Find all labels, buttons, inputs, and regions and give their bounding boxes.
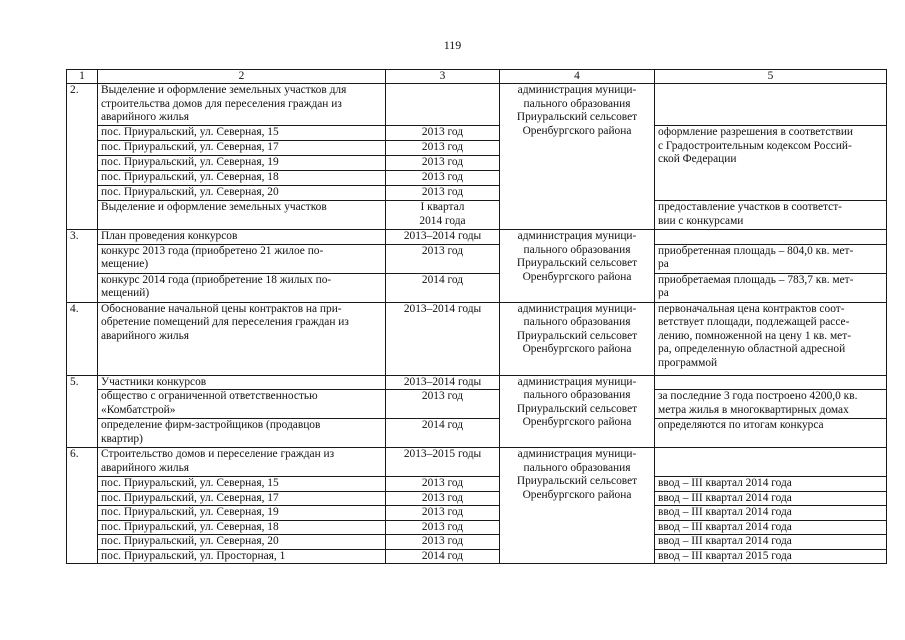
section-title: Обоснование начальной цены контрактов на при- обретение помещений для переселения граждан из аварийного жилья (98, 302, 386, 375)
year-cell: 2013 год (386, 186, 500, 201)
note-cell (655, 448, 887, 477)
note-cell: ввод – III квартал 2014 года (655, 535, 887, 550)
table-row (67, 302, 887, 375)
plan-table (66, 69, 887, 564)
year-cell: 2013 год (386, 535, 500, 550)
address-cell: пос. Приуральский, ул. Северная, 15 (98, 126, 386, 141)
header-cell-5: 5 (655, 70, 887, 84)
header-cell-3: 3 (386, 70, 500, 84)
table-row (67, 506, 887, 521)
header-cell-1: 1 (67, 70, 98, 84)
note-cell: оформление разрешения в соответствии с Градостроительным кодексом Россий- ской Федерации (655, 126, 887, 201)
executor-cell: администрация муници- пального образования Приуральский сельсовет Оренбургского района (500, 230, 655, 303)
note-cell: за последние 3 года построено 4200,0 кв. метра жилья в многоквартирных домах (655, 390, 887, 419)
year-cell: 2013 год (386, 156, 500, 171)
year-cell: 2013 год (386, 506, 500, 521)
table-row (67, 84, 887, 126)
header-cell-2: 2 (98, 70, 386, 84)
table-row (67, 535, 887, 550)
note-cell: первоначальная цена контрактов соот- ветствует площади, подлежащей рассе- лению, помноженной на цену 1 кв. мет- ра, определенную областной адресной программой (655, 302, 887, 375)
table-row (67, 390, 887, 419)
note-cell: ввод – III квартал 2014 года (655, 477, 887, 492)
table-row (67, 419, 887, 448)
note-cell (655, 375, 887, 390)
item-cell: конкурс 2014 года (приобретение 18 жилых по- мещений) (98, 273, 386, 302)
executor-cell: администрация муници- пального образования Приуральский сельсовет Оренбургского района (500, 84, 655, 230)
note-cell: определяются по итогам конкурса (655, 419, 887, 448)
table-row (67, 549, 887, 564)
section-number: 5. (67, 375, 98, 448)
table-row (67, 244, 887, 273)
note-cell: ввод – III квартал 2014 года (655, 506, 887, 521)
year-cell: 2013 год (386, 171, 500, 186)
address-cell: пос. Приуральский, ул. Северная, 18 (98, 520, 386, 535)
address-cell: пос. Приуральский, ул. Просторная, 1 (98, 549, 386, 564)
address-cell: пос. Приуральский, ул. Северная, 15 (98, 477, 386, 492)
header-cell-4: 4 (500, 70, 655, 84)
table-header-row (67, 70, 887, 84)
table-row (67, 273, 887, 302)
year-cell: 2013 год (386, 126, 500, 141)
year-cell: 2013 год (386, 244, 500, 273)
section-title: План проведения конкурсов (98, 230, 386, 245)
year-cell: 2014 год (386, 419, 500, 448)
year-cell: 2014 год (386, 273, 500, 302)
executor-cell: администрация муници- пального образования Приуральский сельсовет Оренбургского района (500, 302, 655, 375)
section-title: Участники конкурсов (98, 375, 386, 390)
note-cell: приобретаемая площадь – 783,7 кв. мет- ра (655, 273, 887, 302)
item-cell: определение фирм-застройщиков (продавцов квартир) (98, 419, 386, 448)
note-cell: ввод – III квартал 2015 года (655, 549, 887, 564)
note-cell (655, 84, 887, 126)
address-cell: пос. Приуральский, ул. Северная, 18 (98, 171, 386, 186)
year-cell: 2014 год (386, 549, 500, 564)
note-cell (655, 230, 887, 245)
term-cell: 2013–2014 годы (386, 302, 500, 375)
table-row (67, 448, 887, 477)
year-cell: 2013 год (386, 141, 500, 156)
section-number: 2. (67, 84, 98, 230)
address-cell: пос. Приуральский, ул. Северная, 17 (98, 141, 386, 156)
executor-cell: администрация муници- пального образования Приуральский сельсовет Оренбургского района (500, 448, 655, 564)
section-number: 6. (67, 448, 98, 564)
year-cell: 2013 год (386, 491, 500, 506)
address-cell: пос. Приуральский, ул. Северная, 17 (98, 491, 386, 506)
note-cell: ввод – III квартал 2014 года (655, 491, 887, 506)
term-cell: 2013–2015 годы (386, 448, 500, 477)
address-cell: пос. Приуральский, ул. Северная, 19 (98, 506, 386, 521)
year-cell: 2013 год (386, 520, 500, 535)
item-cell: конкурс 2013 года (приобретено 21 жилое по- мещение) (98, 244, 386, 273)
note-cell: предоставление участков в соответст- вии с конкурсами (655, 201, 887, 230)
section-title: Строительство домов и переселение граждан из аварийного жилья (98, 448, 386, 477)
table-row (67, 201, 887, 230)
term-cell: 2013–2014 годы (386, 375, 500, 390)
item-cell: общество с ограниченной ответственностью «Комбатстрой» (98, 390, 386, 419)
address-cell: Выделение и оформление земельных участков (98, 201, 386, 230)
page-number: 119 (443, 38, 462, 52)
section-number: 3. (67, 230, 98, 303)
table-row (67, 520, 887, 535)
term-cell: 2013–2014 годы (386, 230, 500, 245)
address-cell: пос. Приуральский, ул. Северная, 19 (98, 156, 386, 171)
year-cell: 2013 год (386, 477, 500, 492)
address-cell: пос. Приуральский, ул. Северная, 20 (98, 186, 386, 201)
address-cell: пос. Приуральский, ул. Северная, 20 (98, 535, 386, 550)
section-title: Выделение и оформление земельных участков для строительства домов для переселения граждан из аварийного жилья (98, 84, 386, 126)
note-cell: ввод – III квартал 2014 года (655, 520, 887, 535)
table-row (67, 375, 887, 390)
note-cell: приобретенная площадь – 804,0 кв. мет- ра (655, 244, 887, 273)
section-number: 4. (67, 302, 98, 375)
table-row (67, 230, 887, 245)
executor-cell: администрация муници- пального образования Приуральский сельсовет Оренбургского района (500, 375, 655, 448)
table-row (67, 126, 887, 141)
year-cell: I квартал 2014 года (386, 201, 500, 230)
table-row (67, 491, 887, 506)
year-cell: 2013 год (386, 390, 500, 419)
term-cell (386, 84, 500, 126)
table-row (67, 477, 887, 492)
